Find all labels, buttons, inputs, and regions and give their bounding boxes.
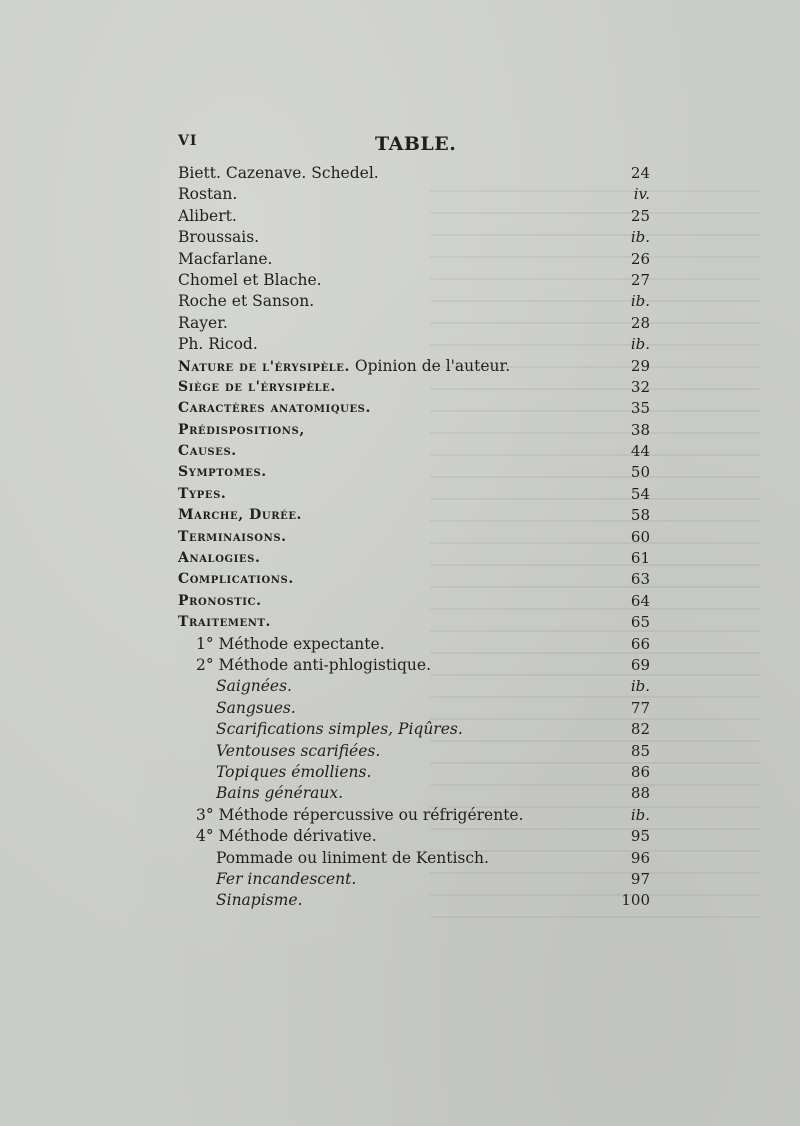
entry-page: 69 — [630, 655, 650, 674]
toc-entry — [178, 890, 650, 911]
toc-entry — [178, 206, 650, 227]
entry-page: 44 — [630, 442, 650, 461]
entry-label: Rostan. — [178, 185, 238, 204]
entry-label: Ventouses scarifiées. — [216, 741, 381, 760]
entry-label: 4° Méthode dérivative. — [196, 827, 377, 846]
toc-entry — [178, 869, 650, 890]
entry-label: Bains généraux. — [216, 784, 344, 803]
entry-label: Macfarlane. — [178, 249, 273, 268]
entry-label: Rayer. — [178, 313, 228, 332]
entry-page: 96 — [630, 848, 650, 867]
toc-entry — [178, 783, 650, 804]
entry-label: Pommade ou liniment de Kentisch. — [216, 848, 489, 867]
toc-entry — [178, 313, 650, 334]
entry-page: 65 — [630, 613, 650, 632]
toc-entry — [178, 420, 650, 441]
entry-label: Marche, Durée. — [178, 507, 303, 524]
toc-entry — [178, 762, 650, 783]
entry-page: 82 — [630, 720, 650, 739]
entry-label: Complications. — [178, 571, 294, 588]
entry-page: 100 — [621, 891, 650, 910]
entry-page: 58 — [630, 506, 650, 525]
entry-label: Biett. Cazenave. Schedel. — [178, 164, 379, 182]
entry-page: ib. — [630, 805, 650, 824]
entry-page: 54 — [630, 484, 650, 503]
entry-page: 63 — [630, 570, 650, 589]
entry-page: 24 — [630, 164, 650, 182]
entry-label: Types. — [178, 485, 227, 502]
entry-page: 64 — [630, 591, 650, 610]
toc-entry — [178, 527, 650, 548]
entry-label: Terminaisons. — [178, 528, 287, 545]
entry-page: iv. — [633, 185, 650, 204]
toc-entry — [178, 569, 650, 590]
toc-entry — [178, 163, 650, 184]
entry-page: ib. — [630, 677, 650, 696]
entry-label: Fer incandescent. — [216, 869, 357, 888]
entry-page: 95 — [630, 827, 650, 846]
entry-label: Pronostic. — [178, 592, 262, 609]
entry-page: 25 — [630, 206, 650, 225]
entry-label: Sangsues. — [216, 698, 296, 717]
toc-entry — [178, 291, 650, 312]
entry-page: 26 — [630, 249, 650, 268]
entry-page: 66 — [630, 634, 650, 653]
entry-page: 85 — [630, 741, 650, 760]
toc-entry — [178, 848, 650, 869]
toc-entry — [178, 227, 650, 248]
entry-page: 38 — [630, 420, 650, 439]
toc-entry — [178, 719, 650, 740]
page-number: VI — [178, 133, 198, 149]
entry-label: Alibert. — [178, 206, 237, 225]
entry-label-rest: Opinion de l'auteur. — [350, 356, 511, 375]
entry-page: 27 — [630, 270, 650, 289]
entry-label: Causes. — [178, 443, 237, 460]
toc-entry — [178, 655, 650, 676]
entry-label: 2° Méthode anti-phlogistique. — [196, 655, 432, 674]
entry-page: 28 — [630, 313, 650, 332]
toc-entry — [178, 398, 650, 419]
entry-label — [178, 356, 510, 378]
toc-entry — [178, 441, 650, 462]
table-of-contents — [178, 163, 650, 912]
toc-entry — [178, 612, 650, 633]
entry-label: Caractères anatomiques. — [178, 400, 371, 417]
entry-label: Topiques émolliens. — [216, 762, 372, 781]
entry-label: Roche et Sanson. — [178, 292, 315, 311]
entry-label: Chomel et Blache. — [178, 270, 322, 289]
entry-page: 88 — [630, 784, 650, 803]
entry-label: Ph. Ricod. — [178, 335, 258, 354]
toc-entry — [178, 741, 650, 762]
toc-entry — [178, 484, 650, 505]
entry-label: Saignées. — [216, 677, 292, 696]
entry-label: Analogies. — [178, 550, 261, 567]
entry-page: 35 — [630, 399, 650, 418]
entry-label: Symptomes. — [178, 464, 267, 481]
entry-page: 50 — [630, 463, 650, 482]
toc-entry — [178, 270, 650, 291]
toc-entry — [178, 805, 650, 826]
entry-label: Scarifications simples, Piqûres. — [216, 720, 463, 739]
toc-entry — [178, 548, 650, 569]
toc-entry — [178, 184, 650, 205]
entry-page: 32 — [630, 377, 650, 396]
entry-label: 3° Méthode répercussive ou réfrigérente. — [196, 805, 524, 824]
entry-label: 1° Méthode expectante. — [196, 634, 385, 653]
entry-label: Sinapisme. — [216, 891, 303, 910]
toc-entry — [178, 698, 650, 719]
entry-page: 97 — [630, 869, 650, 888]
entry-label: Traitement. — [178, 614, 271, 631]
entry-page: ib. — [630, 228, 650, 247]
entry-label: Siège de l'érysipèle. — [178, 378, 336, 395]
toc-entry — [178, 249, 650, 270]
page-title: TABLE. — [375, 133, 457, 155]
toc-entry — [178, 356, 650, 377]
entry-page: 29 — [630, 356, 650, 375]
entry-label: Broussais. — [178, 228, 260, 247]
entry-page: ib. — [630, 335, 650, 354]
entry-label: Prédispositions, — [178, 421, 305, 438]
toc-entry — [178, 676, 650, 697]
entry-page: 61 — [630, 549, 650, 568]
toc-entry — [178, 462, 650, 483]
entry-page: 86 — [630, 762, 650, 781]
toc-entry — [178, 591, 650, 612]
toc-entry — [178, 334, 650, 355]
toc-entry — [178, 377, 650, 398]
toc-entry — [178, 634, 650, 655]
entry-label-smallcaps: Nature de l'érysipèle. — [178, 358, 350, 375]
entry-page: 77 — [630, 698, 650, 717]
entry-page: 60 — [630, 527, 650, 546]
toc-entry — [178, 505, 650, 526]
entry-page: ib. — [630, 292, 650, 311]
toc-entry — [178, 826, 650, 847]
